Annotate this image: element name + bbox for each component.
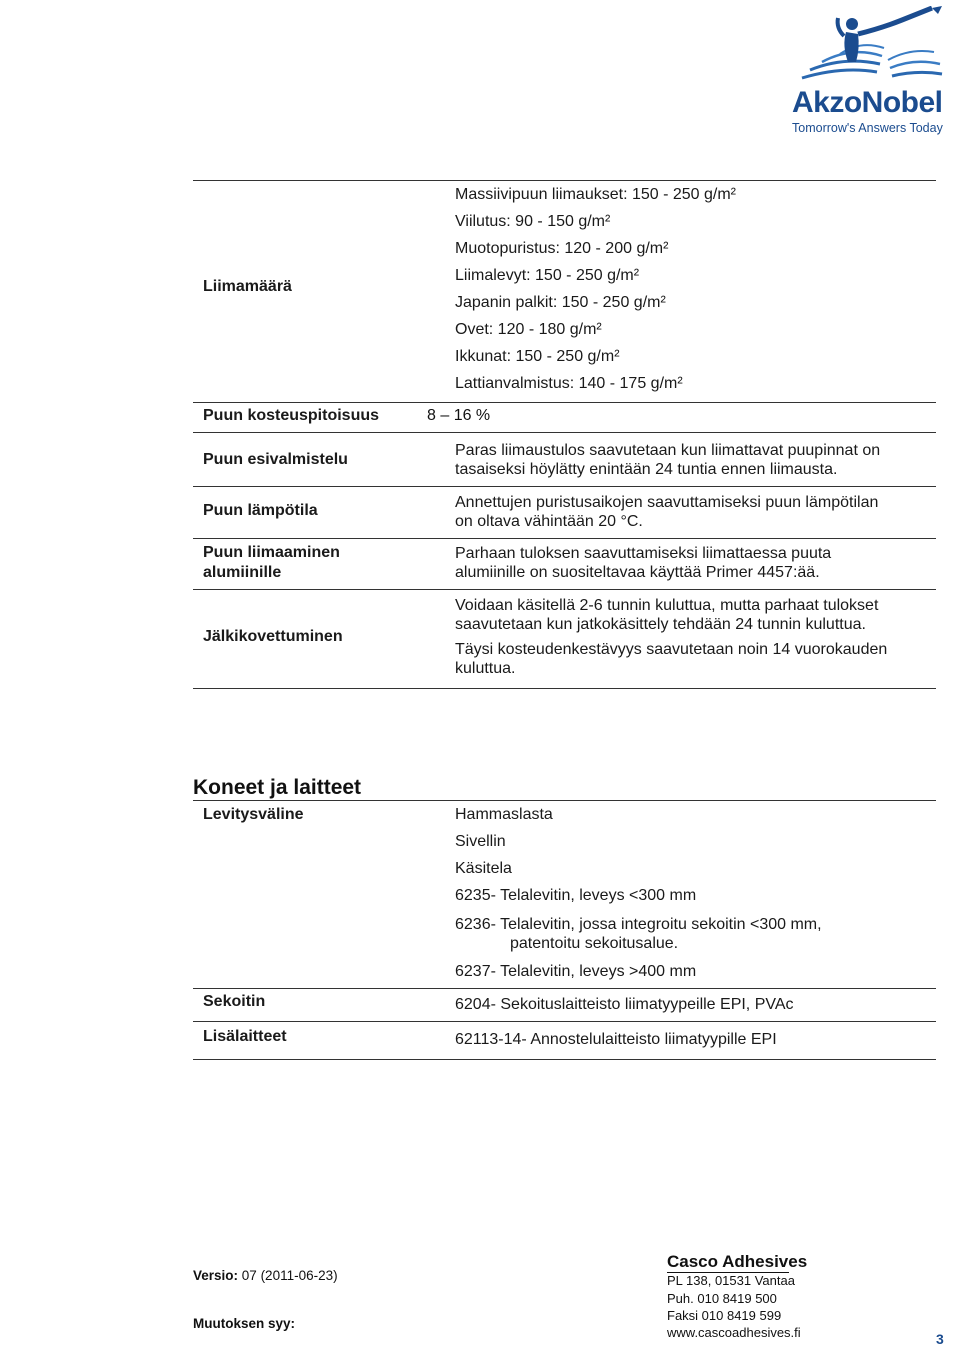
row-label-lisalaitteet: Lisälaitteet (203, 1028, 287, 1045)
value-line: Paras liimaustulos saavutetaan kun liimattavat puupinnat on (455, 442, 881, 459)
levitysvaline-values (455, 801, 696, 909)
row-rule (193, 1021, 936, 1022)
value-line: Ikkunat: 150 - 250 g/m² (455, 348, 620, 365)
version-label: Versio: (193, 1268, 239, 1283)
lisalaitteet-value: 62113-14- Annostelulaitteisto liimatyypille EPI (455, 1031, 777, 1048)
row-rule (193, 432, 936, 433)
esivalmistelu-text (455, 441, 880, 479)
version (193, 1268, 338, 1283)
label-line: alumiinille (203, 564, 282, 581)
value-line: Lattianvalmistus: 140 - 175 g/m² (455, 375, 683, 392)
row-rule (193, 538, 936, 539)
value-line: Parhaan tuloksen saavuttamiseksi liimattaessa puuta (455, 545, 832, 562)
value-line: patentoitu sekoitusalue. (510, 935, 679, 952)
row-label-liimamaara: Liimamäärä (203, 278, 292, 295)
row-label-levitysvaline: Levitysväline (203, 806, 304, 823)
row-rule (193, 589, 936, 590)
value-line: 6236- Telalevitin, jossa integroitu sekoitin <300 mm, (455, 916, 822, 933)
liimamaara-values (455, 181, 736, 397)
value-line: kuluttua. (455, 660, 516, 677)
row-label-esivalmistelu: Puun esivalmistelu (203, 451, 348, 468)
brand-tagline: Tomorrow's Answers Today (792, 121, 943, 135)
table-bottom-rule (193, 688, 936, 689)
value-line: Täysi kosteudenkestävyys saavutetaan noin 14 vuorokauden (455, 641, 888, 658)
value-line: Ovet: 120 - 180 g/m² (455, 321, 602, 338)
levitysvaline-item6: 6237- Telalevitin, leveys >400 mm (455, 963, 697, 980)
row-rule (193, 486, 936, 487)
value-line: Massiivipuun liimaukset: 150 - 250 g/m² (455, 186, 737, 203)
sekoitin-value: 6204- Sekoituslaitteisto liimatyypeille EPI, PVAc (455, 996, 794, 1013)
value-line: Muotopuristus: 120 - 200 g/m² (455, 240, 669, 257)
label-line: Puun liimaaminen (203, 544, 340, 561)
value-line: Käsitela (455, 860, 512, 877)
company-fax: Faksi 010 8419 599 (667, 1308, 782, 1323)
row-rule (193, 402, 936, 403)
row-label-lampotila: Puun lämpötila (203, 502, 318, 519)
row-label-jalkikovettuminen: Jälkikovettuminen (203, 628, 343, 645)
row-label-kosteus: Puun kosteuspitoisuus (203, 407, 380, 424)
levitysvaline-item5 (455, 915, 822, 953)
alumiini-text (455, 544, 831, 582)
value-line: Japanin palkit: 150 - 250 g/m² (455, 294, 666, 311)
value-line: saavutetaan kun jatkokäsittely tehdään 24 tunnin kuluttua. (455, 616, 866, 633)
change-reason-label: Muutoksen syy: (193, 1316, 296, 1331)
brand-name: AkzoNobel (792, 86, 943, 119)
value-line: Hammaslasta (455, 806, 553, 823)
jalkikovettuminen-text (455, 596, 887, 678)
value-line: Annettujen puristusaikojen saavuttamiseksi puun lämpötilan (455, 494, 879, 511)
lampotila-text (455, 493, 878, 531)
value-line: alumiinille on suositeltavaa käyttää Primer 4457:ää. (455, 564, 820, 581)
section-title: Koneet ja laitteet (193, 776, 362, 799)
akzonobel-figure-icon (782, 6, 957, 84)
company-phone: Puh. 010 8419 500 (667, 1291, 777, 1306)
row-rule (193, 988, 936, 989)
value-line: Viilutus: 90 - 150 g/m² (455, 213, 611, 230)
company-website[interactable]: www.cascoadhesives.fi (667, 1325, 801, 1340)
section-bottom-rule (193, 1059, 936, 1060)
value-line: Liimalevyt: 150 - 250 g/m² (455, 267, 640, 284)
change-reason (193, 1316, 295, 1331)
company-name: Casco Adhesives (667, 1252, 808, 1271)
value-line: tasaiseksi höylätty enintään 24 tuntia ennen liimausta. (455, 461, 838, 478)
row-label-sekoitin: Sekoitin (203, 993, 266, 1010)
company-address: PL 138, 01531 Vantaa (667, 1273, 795, 1288)
value-line: Sivellin (455, 833, 506, 850)
value-line: on oltava vähintään 20 °C. (455, 513, 643, 530)
page-number: 3 (936, 1331, 944, 1347)
value-line: 6235- Telalevitin, leveys <300 mm (455, 887, 697, 904)
row-label-alumiini (203, 543, 340, 583)
value-line: Voidaan käsitellä 2-6 tunnin kuluttua, mutta parhaat tulokset (455, 597, 879, 614)
version-value: 07 (2011-06-23) (241, 1268, 338, 1283)
kosteus-value: 8 – 16 % (427, 407, 491, 424)
